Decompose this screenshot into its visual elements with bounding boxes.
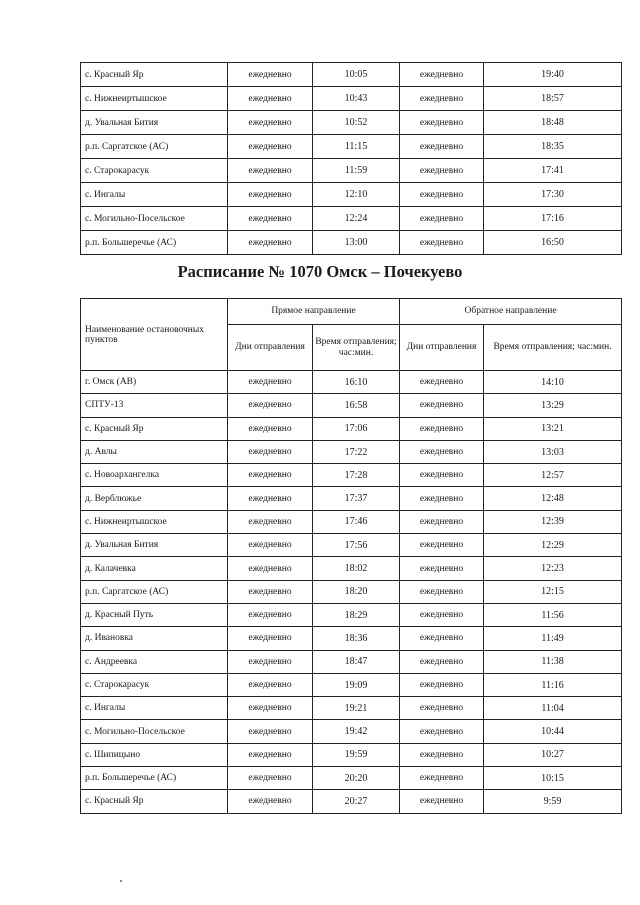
- time-forward-cell: 12:10: [313, 183, 400, 207]
- time-forward-cell: 19:09: [313, 673, 400, 696]
- days-backward-cell: ежедневно: [400, 767, 484, 790]
- days-backward-cell: ежедневно: [400, 627, 484, 650]
- time-backward-cell: 19:40: [484, 63, 622, 87]
- table-row: [81, 743, 622, 766]
- time-backward-cell: 12:48: [484, 487, 622, 510]
- table-row: [81, 510, 622, 533]
- table-row: [81, 720, 622, 743]
- stop-name-cell: д. Калачевка: [81, 557, 228, 580]
- stop-name-cell: р.п. Саргатское (АС): [81, 580, 228, 603]
- table-row: [81, 580, 622, 603]
- time-backward-cell: 11:16: [484, 673, 622, 696]
- header-backward-direction: Обратное направление: [400, 299, 622, 325]
- table-row: [81, 231, 622, 255]
- table-row: [81, 394, 622, 417]
- table-row: [81, 673, 622, 696]
- time-backward-cell: 13:21: [484, 417, 622, 440]
- table-row: [81, 87, 622, 111]
- time-forward-cell: 13:00: [313, 231, 400, 255]
- time-backward-cell: 11:49: [484, 627, 622, 650]
- days-forward-cell: ежедневно: [228, 650, 313, 673]
- days-backward-cell: ежедневно: [400, 487, 484, 510]
- table-row: [81, 650, 622, 673]
- time-backward-cell: 16:50: [484, 231, 622, 255]
- time-forward-cell: 17:46: [313, 510, 400, 533]
- time-forward-cell: 20:20: [313, 767, 400, 790]
- days-forward-cell: ежедневно: [228, 394, 313, 417]
- days-forward-cell: ежедневно: [228, 487, 313, 510]
- time-forward-cell: 17:28: [313, 464, 400, 487]
- days-forward-cell: ежедневно: [228, 464, 313, 487]
- time-backward-cell: 12:15: [484, 580, 622, 603]
- time-forward-cell: 19:21: [313, 697, 400, 720]
- table-row: [81, 603, 622, 626]
- time-backward-cell: 17:16: [484, 207, 622, 231]
- stop-name-cell: р.п. Большеречье (АС): [81, 767, 228, 790]
- time-backward-cell: 12:29: [484, 534, 622, 557]
- days-forward-cell: ежедневно: [228, 510, 313, 533]
- days-backward-cell: ежедневно: [400, 534, 484, 557]
- time-backward-cell: 17:30: [484, 183, 622, 207]
- stop-name-cell: с. Старокарасук: [81, 159, 228, 183]
- stop-name-cell: д. Увальная Бития: [81, 534, 228, 557]
- days-backward-cell: ежедневно: [400, 87, 484, 111]
- stop-name-cell: с. Могильно-Посельское: [81, 207, 228, 231]
- stop-name-cell: с. Нижнеиртышское: [81, 87, 228, 111]
- stop-name-cell: д. Красный Путь: [81, 603, 228, 626]
- time-forward-cell: 17:37: [313, 487, 400, 510]
- days-forward-cell: ежедневно: [228, 440, 313, 463]
- time-backward-cell: 13:29: [484, 394, 622, 417]
- stop-name-cell: с. Нижнеиртышское: [81, 510, 228, 533]
- time-forward-cell: 10:43: [313, 87, 400, 111]
- time-backward-cell: 11:38: [484, 650, 622, 673]
- stop-name-cell: д. Авлы: [81, 440, 228, 463]
- stop-name-cell: с. Старокарасук: [81, 673, 228, 696]
- stop-name-cell: р.п. Саргатское (АС): [81, 135, 228, 159]
- time-forward-cell: 18:29: [313, 603, 400, 626]
- days-backward-cell: ежедневно: [400, 440, 484, 463]
- days-backward-cell: ежедневно: [400, 183, 484, 207]
- time-forward-cell: 11:15: [313, 135, 400, 159]
- stop-name-cell: с. Ингалы: [81, 183, 228, 207]
- days-backward-cell: ежедневно: [400, 580, 484, 603]
- stop-name-cell: с. Новоархангелка: [81, 464, 228, 487]
- days-backward-cell: ежедневно: [400, 790, 484, 813]
- stop-name-cell: с. Красный Яр: [81, 790, 228, 813]
- time-forward-cell: 17:22: [313, 440, 400, 463]
- time-forward-cell: 10:05: [313, 63, 400, 87]
- table-row: [81, 183, 622, 207]
- days-forward-cell: ежедневно: [228, 557, 313, 580]
- table-row: [81, 371, 622, 394]
- time-forward-cell: 11:59: [313, 159, 400, 183]
- days-backward-cell: ежедневно: [400, 135, 484, 159]
- days-forward-cell: ежедневно: [228, 697, 313, 720]
- days-backward-cell: ежедневно: [400, 697, 484, 720]
- days-backward-cell: ежедневно: [400, 371, 484, 394]
- stop-name-cell: д. Верблюжье: [81, 487, 228, 510]
- table-row: [81, 159, 622, 183]
- table-row: [81, 790, 622, 813]
- time-backward-cell: 14:10: [484, 371, 622, 394]
- days-backward-cell: ежедневно: [400, 557, 484, 580]
- table-row: [81, 627, 622, 650]
- header-days-forward: Дни отправления: [228, 325, 313, 371]
- time-forward-cell: 10:52: [313, 111, 400, 135]
- stop-name-cell: д. Увальная Бития: [81, 111, 228, 135]
- time-backward-cell: 10:15: [484, 767, 622, 790]
- days-backward-cell: ежедневно: [400, 603, 484, 626]
- time-forward-cell: 18:36: [313, 627, 400, 650]
- table-row: [81, 135, 622, 159]
- table-row: [81, 767, 622, 790]
- time-backward-cell: 18:48: [484, 111, 622, 135]
- table-header: [81, 299, 622, 371]
- days-backward-cell: ежедневно: [400, 111, 484, 135]
- days-forward-cell: ежедневно: [228, 790, 313, 813]
- days-forward-cell: ежедневно: [228, 207, 313, 231]
- stop-name-cell: г. Омск (АВ): [81, 371, 228, 394]
- days-forward-cell: ежедневно: [228, 159, 313, 183]
- time-backward-cell: 11:04: [484, 697, 622, 720]
- header-forward-direction: Прямое направление: [228, 299, 400, 325]
- time-forward-cell: 16:58: [313, 394, 400, 417]
- days-backward-cell: ежедневно: [400, 673, 484, 696]
- time-forward-cell: 18:02: [313, 557, 400, 580]
- days-forward-cell: ежедневно: [228, 743, 313, 766]
- days-backward-cell: ежедневно: [400, 159, 484, 183]
- stop-name-cell: с. Шипицыно: [81, 743, 228, 766]
- header-days-backward: Дни отправления: [400, 325, 484, 371]
- days-backward-cell: ежедневно: [400, 231, 484, 255]
- table-row: [81, 534, 622, 557]
- days-forward-cell: ежедневно: [228, 580, 313, 603]
- time-forward-cell: 17:06: [313, 417, 400, 440]
- days-backward-cell: ежедневно: [400, 63, 484, 87]
- days-forward-cell: ежедневно: [228, 87, 313, 111]
- table-row: [81, 207, 622, 231]
- stop-name-cell: СПТУ-13: [81, 394, 228, 417]
- table-row: [81, 440, 622, 463]
- days-backward-cell: ежедневно: [400, 650, 484, 673]
- days-forward-cell: ежедневно: [228, 111, 313, 135]
- time-backward-cell: 10:27: [484, 743, 622, 766]
- time-forward-cell: 18:20: [313, 580, 400, 603]
- days-forward-cell: ежедневно: [228, 63, 313, 87]
- table-row: [81, 697, 622, 720]
- time-backward-cell: 12:23: [484, 557, 622, 580]
- days-forward-cell: ежедневно: [228, 417, 313, 440]
- days-forward-cell: ежедневно: [228, 534, 313, 557]
- header-time-forward: Время отправления; час:мин.: [313, 325, 400, 371]
- days-forward-cell: ежедневно: [228, 135, 313, 159]
- table-row: [81, 557, 622, 580]
- table-row: [81, 487, 622, 510]
- header-time-backward: Время отправления; час:мин.: [484, 325, 622, 371]
- table-row: [81, 417, 622, 440]
- stop-name-cell: с. Ингалы: [81, 697, 228, 720]
- time-backward-cell: 9:59: [484, 790, 622, 813]
- time-forward-cell: 16:10: [313, 371, 400, 394]
- days-backward-cell: ежедневно: [400, 394, 484, 417]
- time-backward-cell: 13:03: [484, 440, 622, 463]
- time-backward-cell: 11:56: [484, 603, 622, 626]
- days-forward-cell: ежедневно: [228, 183, 313, 207]
- days-forward-cell: ежедневно: [228, 720, 313, 743]
- stop-name-cell: с. Красный Яр: [81, 417, 228, 440]
- days-forward-cell: ежедневно: [228, 673, 313, 696]
- days-backward-cell: ежедневно: [400, 720, 484, 743]
- table-row: [81, 111, 622, 135]
- schedule-table-1070: [80, 298, 622, 814]
- days-backward-cell: ежедневно: [400, 207, 484, 231]
- time-forward-cell: 19:59: [313, 743, 400, 766]
- stop-name-cell: р.п. Большеречье (АС): [81, 231, 228, 255]
- stop-name-cell: с. Могильно-Посельское: [81, 720, 228, 743]
- table-row: [81, 464, 622, 487]
- table-body: [81, 63, 622, 255]
- days-forward-cell: ежедневно: [228, 231, 313, 255]
- time-backward-cell: 18:35: [484, 135, 622, 159]
- days-forward-cell: ежедневно: [228, 627, 313, 650]
- days-backward-cell: ежедневно: [400, 464, 484, 487]
- scan-speck: [120, 880, 122, 882]
- time-forward-cell: 18:47: [313, 650, 400, 673]
- time-backward-cell: 17:41: [484, 159, 622, 183]
- time-forward-cell: 19:42: [313, 720, 400, 743]
- table-row: [81, 63, 622, 87]
- stop-name-cell: с. Андреевка: [81, 650, 228, 673]
- page-title: Расписание № 1070 Омск – Почекуево: [177, 262, 463, 281]
- header-stop-name: Наименование остановочных пунктов: [81, 299, 228, 371]
- time-forward-cell: 20:27: [313, 790, 400, 813]
- days-forward-cell: ежедневно: [228, 603, 313, 626]
- days-forward-cell: ежедневно: [228, 371, 313, 394]
- days-backward-cell: ежедневно: [400, 743, 484, 766]
- stop-name-cell: д. Ивановка: [81, 627, 228, 650]
- time-backward-cell: 12:39: [484, 510, 622, 533]
- table-body: [81, 371, 622, 814]
- days-backward-cell: ежедневно: [400, 417, 484, 440]
- days-backward-cell: ежедневно: [400, 510, 484, 533]
- days-forward-cell: ежедневно: [228, 767, 313, 790]
- time-forward-cell: 17:56: [313, 534, 400, 557]
- time-backward-cell: 18:57: [484, 87, 622, 111]
- time-backward-cell: 10:44: [484, 720, 622, 743]
- schedule-table-continued: [80, 62, 622, 255]
- time-backward-cell: 12:57: [484, 464, 622, 487]
- stop-name-cell: с. Красный Яр: [81, 63, 228, 87]
- time-forward-cell: 12:24: [313, 207, 400, 231]
